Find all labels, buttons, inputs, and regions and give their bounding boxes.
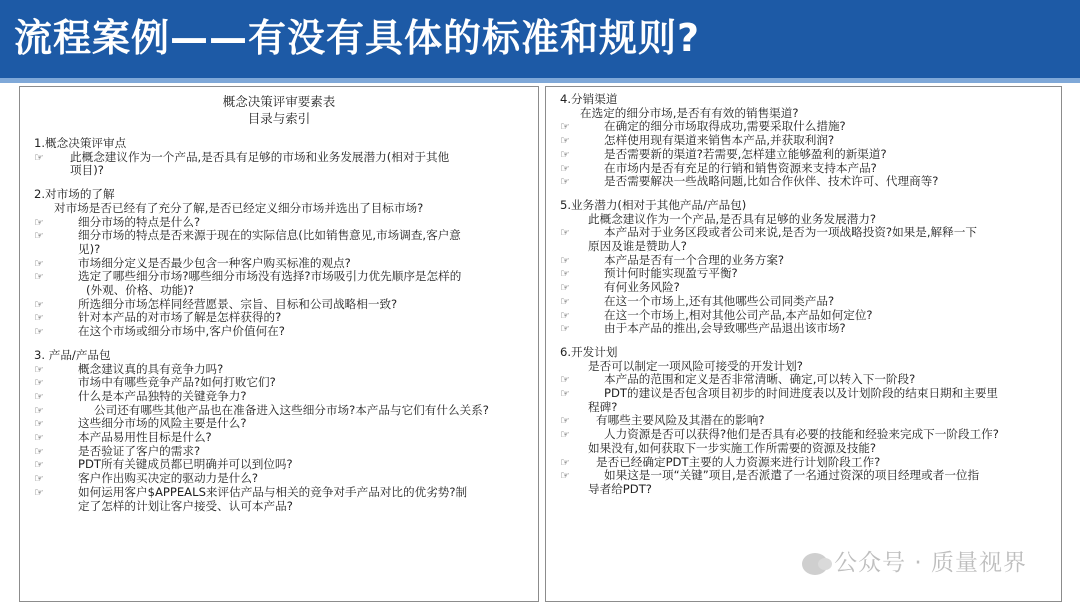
line-text: 在这一个市场上,还有其他哪些公司同类产品? bbox=[604, 293, 835, 308]
pointing-hand-icon: ☞ bbox=[34, 311, 44, 325]
list-item bbox=[34, 445, 530, 459]
list-item bbox=[560, 414, 1053, 428]
line-text: 细分市场的特点是否来源于现在的实际信息(比如销售意见,市场调查,客户意 bbox=[78, 228, 461, 243]
section-heading bbox=[34, 349, 530, 363]
line-text: PDT的建议是否包含项目初步的时间进度表以及计划阶段的结束日期和主要里 bbox=[604, 386, 999, 401]
line-text: 2.对市场的了解 bbox=[34, 187, 115, 202]
line-text: 如果这是一项“关键”项目,是否派遣了一名通过资深的项目经理或者一位指 bbox=[604, 468, 980, 483]
section-heading bbox=[560, 346, 1053, 360]
line-text: 有哪些主要风险及其潜在的影响? bbox=[596, 413, 765, 428]
line-text: 本产品对于业务区段或者公司来说,是否为一项战略投资?如果是,解释一下 bbox=[604, 225, 977, 240]
line-text: 怎样使用现有渠道来销售本产品,并获取利润? bbox=[604, 133, 835, 148]
list-item bbox=[34, 376, 530, 390]
line-text: 客户作出购买决定的驱动力是什么? bbox=[78, 471, 259, 486]
list-item bbox=[34, 458, 530, 472]
list-item bbox=[560, 295, 1053, 309]
pointing-hand-icon: ☞ bbox=[34, 215, 44, 229]
line-text: 4.分销渠道 bbox=[560, 92, 618, 106]
line-text: 是否需要新的渠道?若需要,怎样建立能够盈利的新渠道? bbox=[604, 146, 887, 161]
line-text: 在这一个市场上,相对其他公司产品,本产品如何定位? bbox=[604, 307, 873, 322]
pointing-hand-icon: ☞ bbox=[560, 414, 570, 428]
line-text: 所选细分市场怎样同经营愿景、宗旨、目标和公司战略相一致? bbox=[78, 296, 398, 311]
pointing-hand-icon: ☞ bbox=[560, 387, 570, 401]
title-bar bbox=[0, 0, 1080, 78]
list-item bbox=[34, 311, 530, 325]
line-text: 由于本产品的推出,会导致哪些产品退出该市场? bbox=[604, 321, 846, 336]
line-text: 本产品是否有一个合理的业务方案? bbox=[604, 252, 785, 267]
line-text: 此概念建议作为一个产品,是否具有足够的市场和业务发展潜力(相对于其他 bbox=[70, 149, 450, 164]
list-item bbox=[560, 309, 1053, 323]
pointing-hand-icon: ☞ bbox=[34, 431, 44, 445]
list-item bbox=[34, 417, 530, 431]
pointing-hand-icon: ☞ bbox=[34, 417, 44, 431]
pointing-hand-icon: ☞ bbox=[560, 267, 570, 281]
list-item bbox=[560, 322, 1053, 336]
list-text bbox=[560, 442, 1053, 456]
line-text: PDT所有关键成员都已明确并可以到位吗? bbox=[78, 457, 293, 472]
line-text: 预计何时能实现盈亏平衡? bbox=[604, 266, 738, 281]
line-text: 针对本产品的对市场了解是怎样获得的? bbox=[78, 310, 282, 325]
pointing-hand-icon: ☞ bbox=[560, 253, 570, 267]
line-text: 在这个市场或细分市场中,客户价值何在? bbox=[78, 324, 285, 339]
watermark-text: 公众号 · 质量视界 bbox=[834, 550, 1027, 576]
line-text: 5.业务潜力(相对于其他产品/产品包) bbox=[560, 197, 747, 212]
section-heading bbox=[34, 188, 530, 202]
pointing-hand-icon: ☞ bbox=[560, 455, 570, 469]
list-item bbox=[34, 216, 530, 230]
list-item bbox=[560, 469, 1053, 483]
line-text: 如何运用客户$APPEALS来评估产品与相关的竞争对手产品对比的优劣势?制 bbox=[78, 484, 468, 499]
line-text: 人力资源是否可以获得?他们是否具有必要的技能和经验来完成下一阶段工作? bbox=[604, 427, 999, 442]
line-text: 这些细分市场的风险主要是什么? bbox=[78, 416, 247, 431]
list-text bbox=[560, 401, 1053, 415]
line-text: 此概念建议作为一个产品,是否具有足够的业务发展潜力? bbox=[588, 211, 877, 226]
line-text: 定了怎样的计划让客户接受、认可本产品? bbox=[78, 498, 293, 513]
line-text: 对市场是否已经有了充分了解,是否已经定义细分市场并选出了目标市场? bbox=[54, 200, 424, 215]
list-item bbox=[560, 254, 1053, 268]
list-text bbox=[34, 202, 530, 216]
list-item bbox=[34, 298, 530, 312]
pointing-hand-icon: ☞ bbox=[560, 373, 570, 387]
pointing-hand-icon: ☞ bbox=[560, 428, 570, 442]
list-item bbox=[560, 267, 1053, 281]
line-text: 什么是本产品独特的关键竞争力? bbox=[78, 388, 247, 403]
list-item bbox=[34, 270, 530, 284]
list-text bbox=[560, 360, 1053, 374]
line-text: 细分市场的特点是什么? bbox=[78, 214, 201, 229]
pointing-hand-icon: ☞ bbox=[34, 485, 44, 499]
list-item bbox=[34, 431, 530, 445]
page-title: 流程案例——有没有具体的标准和规则? bbox=[14, 16, 701, 60]
list-item bbox=[560, 428, 1053, 442]
list-item bbox=[560, 120, 1053, 134]
right-panel bbox=[545, 86, 1062, 602]
pointing-hand-icon: ☞ bbox=[34, 444, 44, 458]
list-item bbox=[34, 404, 530, 418]
list-item bbox=[560, 226, 1053, 240]
pointing-hand-icon: ☞ bbox=[560, 134, 570, 148]
section-heading bbox=[560, 199, 1053, 213]
list-item bbox=[560, 281, 1053, 295]
list-text bbox=[560, 213, 1053, 227]
section-heading bbox=[34, 137, 530, 151]
pointing-hand-icon: ☞ bbox=[560, 175, 570, 189]
pointing-hand-icon: ☞ bbox=[560, 226, 570, 240]
line-text: 是否需要解决一些战略问题,比如合作伙伴、技术许可、代理商等? bbox=[604, 174, 939, 189]
list-item bbox=[34, 325, 530, 339]
line-text: 是否验证了客户的需求? bbox=[78, 443, 201, 458]
section-heading bbox=[560, 93, 1053, 107]
pointing-hand-icon: ☞ bbox=[34, 325, 44, 339]
line-text: 见)? bbox=[78, 241, 101, 256]
pointing-hand-icon: ☞ bbox=[34, 403, 44, 417]
pointing-hand-icon: ☞ bbox=[34, 389, 44, 403]
line-text: 公司还有哪些其他产品也在准备进入这些细分市场?本产品与它们有什么关系? bbox=[94, 402, 489, 417]
line-text: 1.概念决策评审点 bbox=[34, 136, 127, 150]
pointing-hand-icon: ☞ bbox=[560, 294, 570, 308]
pointing-hand-icon: ☞ bbox=[34, 362, 44, 376]
pointing-hand-icon: ☞ bbox=[560, 322, 570, 336]
list-text bbox=[560, 483, 1053, 497]
line-text: 是否已经确定PDT主要的人力资源来进行计划阶段工作? bbox=[596, 454, 881, 469]
line-text: 原因及谁是赞助人? bbox=[588, 239, 687, 254]
left-content bbox=[20, 127, 538, 513]
pointing-hand-icon: ☞ bbox=[560, 281, 570, 295]
list-text bbox=[34, 500, 530, 514]
pointing-hand-icon: ☞ bbox=[34, 458, 44, 472]
list-item bbox=[34, 486, 530, 500]
pointing-hand-icon: ☞ bbox=[34, 229, 44, 243]
list-item bbox=[34, 472, 530, 486]
line-text: 在市场内是否有充足的行销和销售资源来支持本产品? bbox=[604, 160, 877, 175]
list-item bbox=[560, 134, 1053, 148]
list-item bbox=[34, 257, 530, 271]
left-panel bbox=[19, 86, 539, 602]
pointing-hand-icon: ☞ bbox=[34, 270, 44, 284]
line-text: 如果没有,如何获取下一步实施工作所需要的资源及技能? bbox=[588, 440, 877, 455]
title-underline bbox=[0, 78, 1080, 83]
list-item bbox=[560, 387, 1053, 401]
line-text: 市场中有哪些竞争产品?如何打败它们? bbox=[78, 375, 276, 390]
list-item bbox=[560, 456, 1053, 470]
right-content bbox=[546, 87, 1061, 497]
pointing-hand-icon: ☞ bbox=[34, 297, 44, 311]
pointing-hand-icon: ☞ bbox=[34, 150, 44, 164]
list-item bbox=[560, 148, 1053, 162]
list-text bbox=[34, 243, 530, 257]
line-text: 导者给PDT? bbox=[588, 481, 652, 496]
line-text: 有何业务风险? bbox=[604, 280, 680, 295]
pointing-hand-icon: ☞ bbox=[560, 308, 570, 322]
line-text: 市场细分定义是否最少包含一种客户购买标准的观点? bbox=[78, 255, 351, 270]
line-text: 在选定的细分市场,是否有有效的销售渠道? bbox=[580, 105, 799, 120]
pointing-hand-icon: ☞ bbox=[34, 376, 44, 390]
line-text: 6.开发计划 bbox=[560, 344, 618, 359]
watermark bbox=[802, 544, 1027, 577]
pointing-hand-icon: ☞ bbox=[560, 120, 570, 134]
doc-title: 概念决策评审要素表 bbox=[222, 94, 336, 109]
line-text: 在确定的细分市场取得成功,需要采取什么措施? bbox=[604, 119, 846, 134]
line-text: 程碑? bbox=[588, 399, 618, 414]
list-text bbox=[34, 284, 530, 298]
pointing-hand-icon: ☞ bbox=[560, 469, 570, 483]
line-text: (外观、价格、功能)? bbox=[86, 283, 194, 298]
pointing-hand-icon: ☞ bbox=[34, 472, 44, 486]
line-text: 本产品的范围和定义是否非常清晰、确定,可以转入下一阶段? bbox=[604, 372, 916, 387]
list-item bbox=[34, 390, 530, 404]
list-text bbox=[560, 240, 1053, 254]
line-text: 本产品易用性目标是什么? bbox=[78, 430, 212, 445]
doc-subtitle: 目录与索引 bbox=[247, 111, 311, 126]
list-item bbox=[34, 363, 530, 377]
list-item bbox=[560, 162, 1053, 176]
pointing-hand-icon: ☞ bbox=[34, 256, 44, 270]
line-text: 项目)? bbox=[70, 163, 104, 178]
list-text bbox=[560, 107, 1053, 121]
section-gap bbox=[560, 336, 1053, 346]
pointing-hand-icon: ☞ bbox=[560, 147, 570, 161]
list-item bbox=[34, 229, 530, 243]
list-item bbox=[34, 151, 530, 165]
line-text: 选定了哪些细分市场?哪些细分市场没有选择?市场吸引力优先顺序是怎样的 bbox=[78, 269, 462, 284]
list-text bbox=[34, 164, 530, 178]
line-text: 是否可以制定一项风险可接受的开发计划? bbox=[588, 358, 803, 373]
pointing-hand-icon: ☞ bbox=[560, 161, 570, 175]
line-text: 概念建议真的具有竞争力吗? bbox=[78, 361, 224, 376]
list-item bbox=[560, 175, 1053, 189]
list-item bbox=[560, 373, 1053, 387]
line-text: 3. 产品/产品包 bbox=[34, 347, 111, 362]
wechat-icon bbox=[802, 553, 828, 575]
